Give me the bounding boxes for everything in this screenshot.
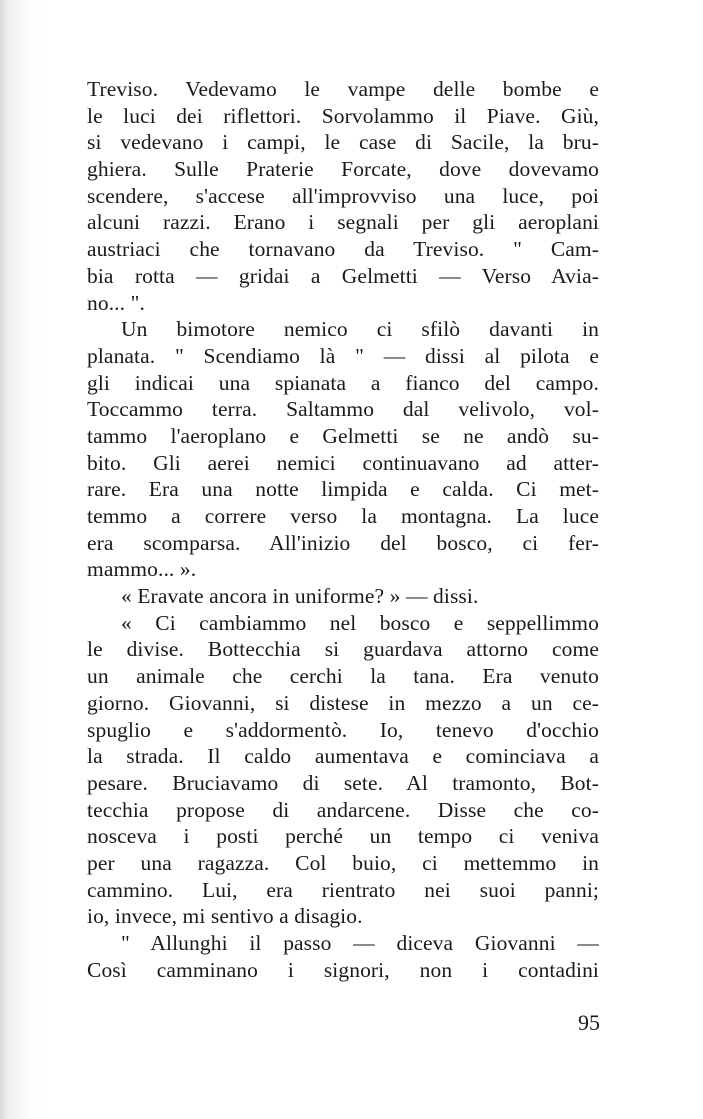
text-line: nosceva i posti perché un tempo ci veniva [87,824,599,849]
text-line: gli indicai una spianata a fianco del campo. [87,370,599,395]
text-line: planata. " Scendiamo là " — dissi al pilota e [87,343,599,368]
text-line: temmo a correre verso la montagna. La luce [87,504,599,528]
page-number: 95 [578,1010,600,1035]
text-line: scendere, s'accese all'improvviso una luce, poi [87,183,599,208]
text-line: alcuni razzi. Erano i segnali per gli aeroplani [87,210,599,235]
text-line: pesare. Bruciavamo di sete. Al tramonto, Bot- [87,770,599,795]
text-line: Così camminano i signori, non i contadini [87,957,599,982]
text-line: Toccammo terra. Saltammo dal velivolo, vol- [87,397,599,422]
text-line: bito. Gli aerei nemici continuavano ad atter- [87,450,599,475]
text-line: bia rotta — gridai a Gelmetti — Verso Avia- [87,263,599,288]
text-line: spuglio e s'addormentò. Io, tenevo d'occhio [87,717,599,742]
text-line: le luci dei riflettori. Sorvolammo il Piave. Giù, [87,103,599,128]
text-line: « Ci cambiammo nel bosco e seppellimmo [121,610,599,635]
text-line: io, invece, mi sentivo a disagio. [87,904,363,929]
text-line: Treviso. Vedevamo le vampe delle bombe e [87,77,599,101]
body-text [87,76,599,983]
text-line: Un bimotore nemico ci sfilò davanti in [121,317,599,342]
text-line: « Eravate ancora in uniforme? » — dissi. [121,584,479,609]
text-line: un animale che cerchi la tana. Era venuto [87,664,599,689]
text-line: la strada. Il caldo aumentava e cominciava a [87,744,599,769]
text-line: rare. Era una notte limpida e calda. Ci met- [87,477,599,502]
text-line: tecchia propose di andarcene. Disse che co- [87,797,599,822]
page-gutter-shadow [0,0,8,1119]
text-line: tammo l'aeroplano e Gelmetti se ne andò su- [87,423,599,448]
text-line: ghiera. Sulle Praterie Forcate, dove dovevamo [87,157,599,182]
text-line: le divise. Bottecchia si guardava attorno come [87,637,599,662]
text-line: no... ". [87,290,145,315]
text-line: per una ragazza. Col buio, ci mettemmo in [87,850,599,875]
text-line: giorno. Giovanni, si distese in mezzo a un ce- [87,690,599,715]
text-line: cammino. Lui, era rientrato nei suoi panni; [87,877,599,902]
text-line: si vedevano i campi, le case di Sacile, la bru- [87,130,599,155]
text-line: " Allunghi il passo — diceva Giovanni — [121,931,599,955]
text-line: era scomparsa. All'inizio del bosco, ci fer- [87,530,599,555]
text-line: austriaci che tornavano da Treviso. " Cam- [87,237,599,262]
text-line: mammo... ». [87,557,197,582]
